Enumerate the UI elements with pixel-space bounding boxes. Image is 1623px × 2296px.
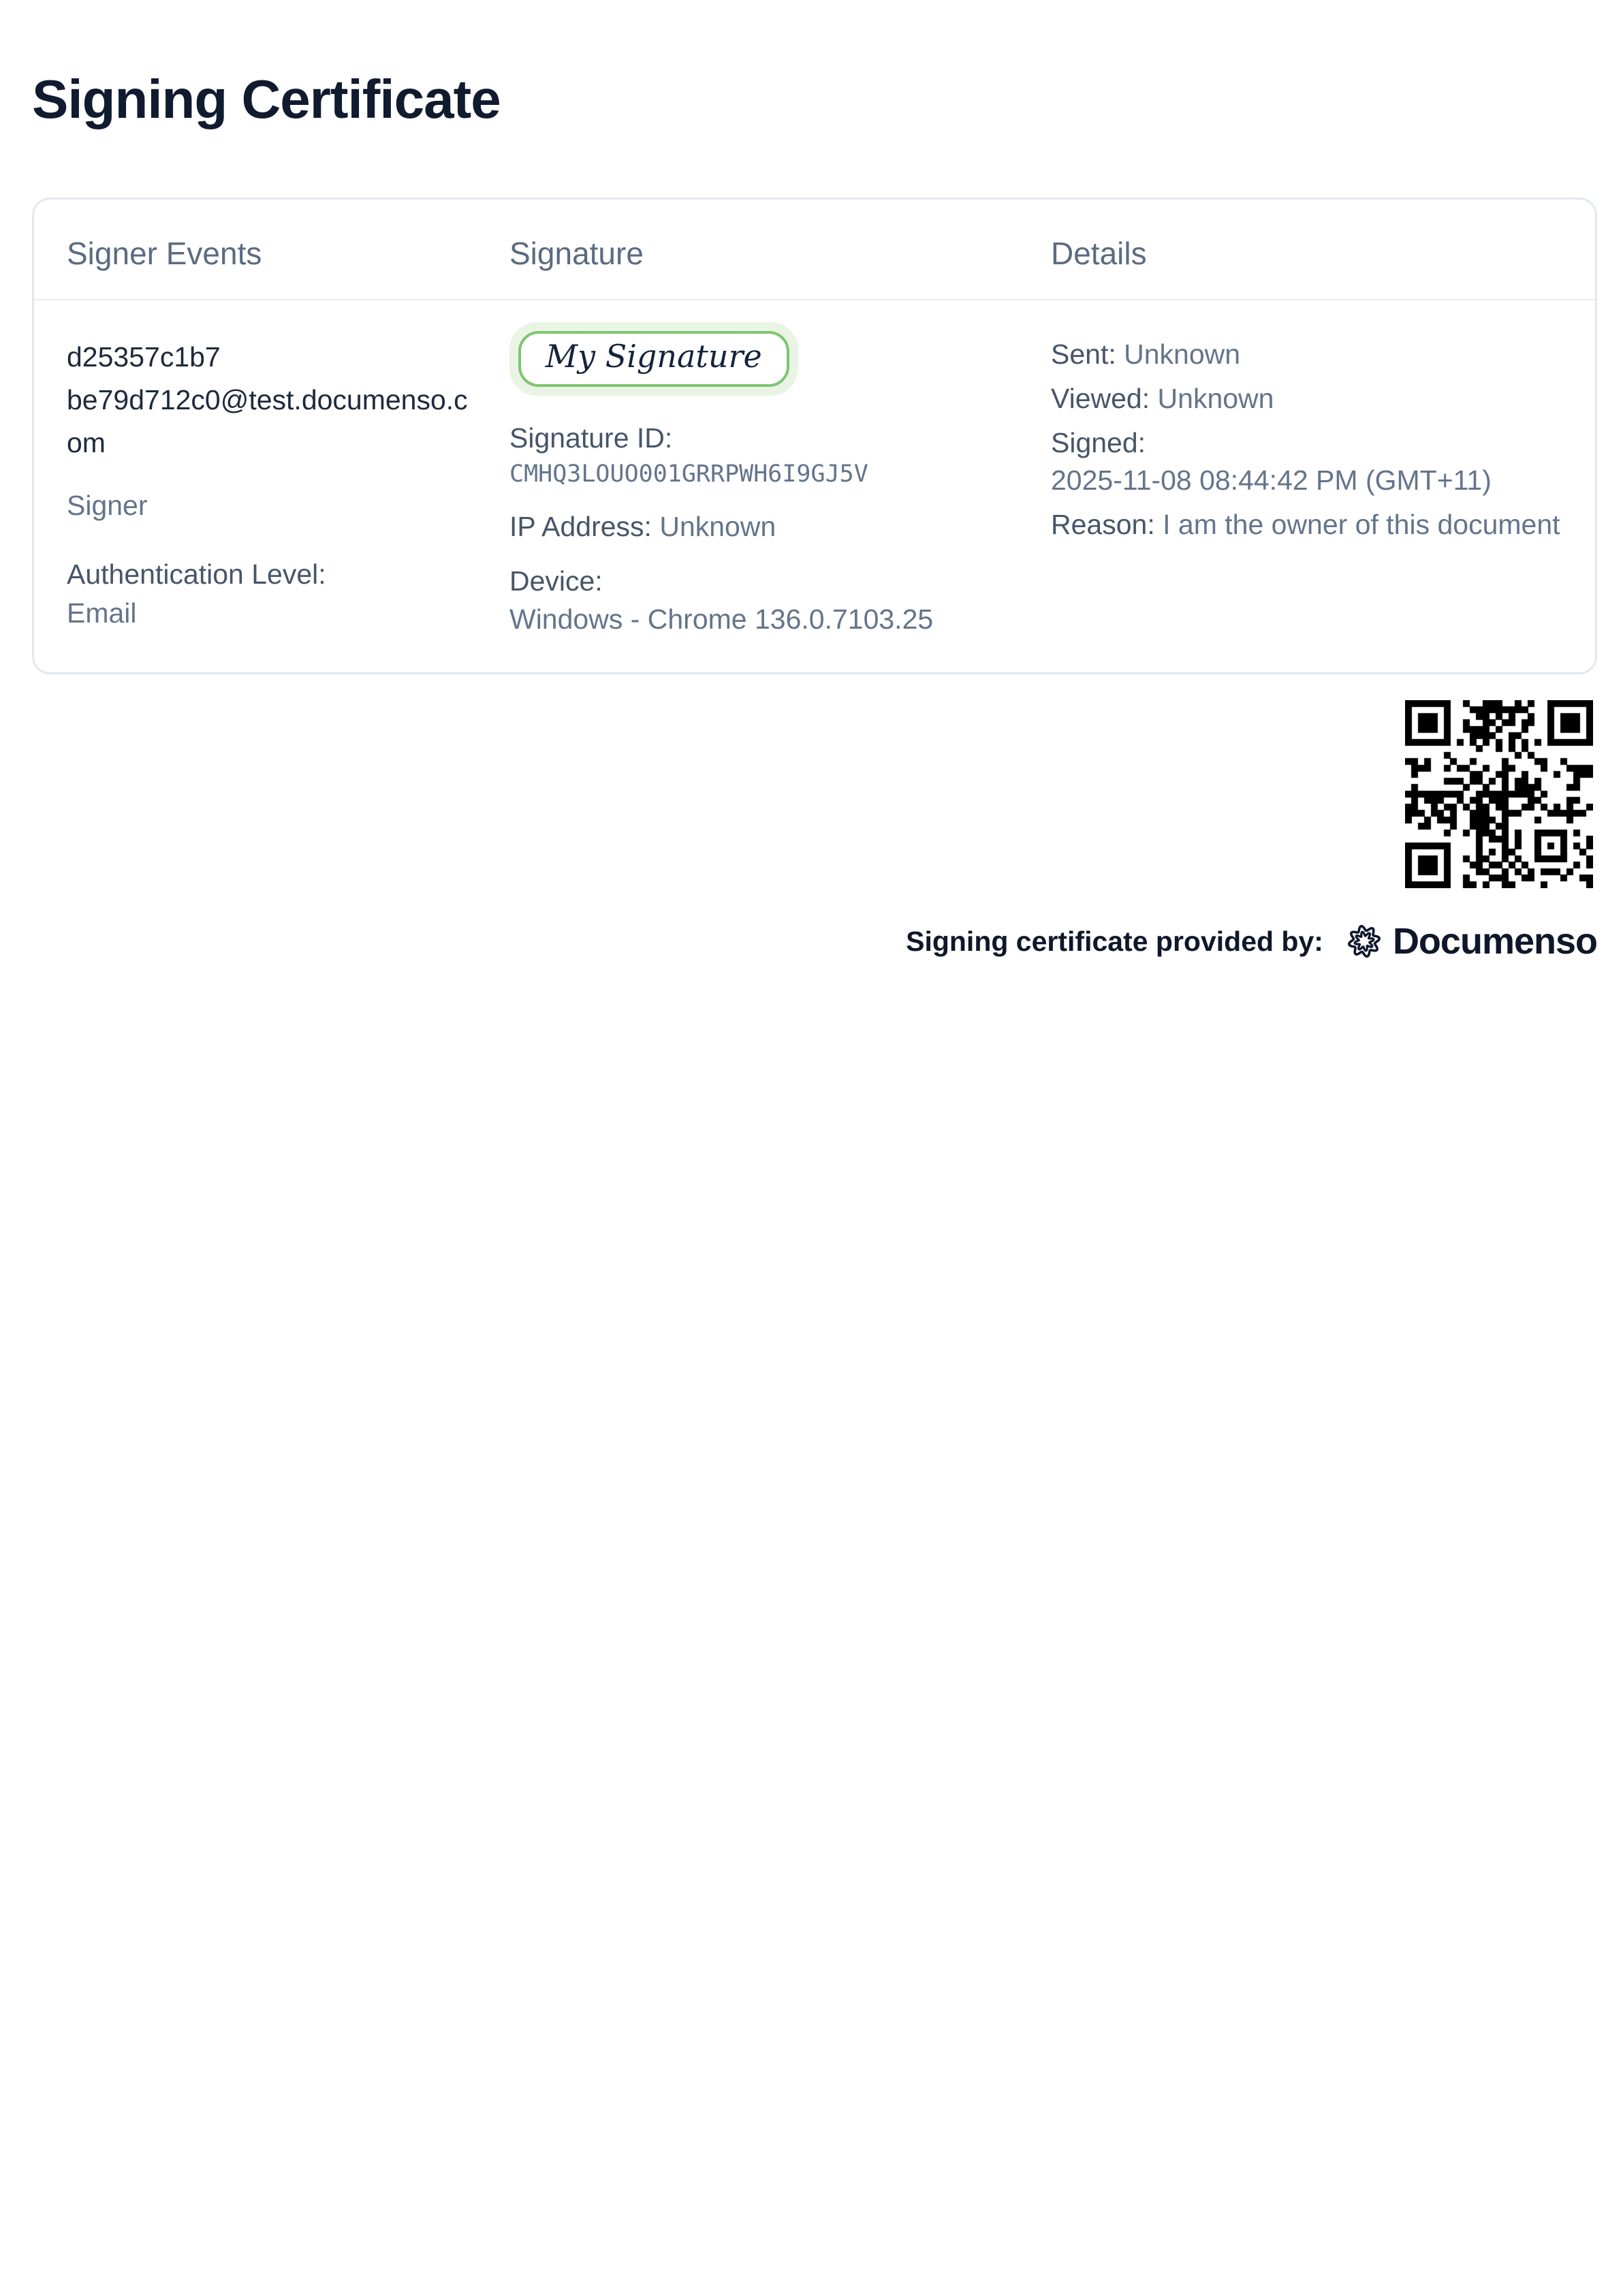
signer-events-cell [34, 300, 477, 672]
signed-value: 2025-11-08 08:44:42 PM (GMT+11) [1051, 465, 1492, 496]
reason-value: I am the owner of this document [1163, 509, 1560, 540]
signer-role: Signer [67, 490, 148, 521]
details-cell [1018, 300, 1595, 672]
ip-address-value: Unknown [659, 511, 776, 542]
signature-image [509, 322, 798, 396]
sent-value: Unknown [1124, 339, 1241, 370]
ip-address-label: IP Address: [509, 511, 652, 542]
device [509, 562, 1018, 638]
viewed-label: Viewed: [1051, 383, 1150, 414]
qr-code-canvas [1405, 700, 1593, 888]
brand-wordmark: Documenso [1392, 921, 1597, 962]
ip-address [509, 507, 1018, 546]
documenso-brand [1346, 920, 1597, 962]
authentication-level [67, 555, 477, 633]
documenso-logo [1346, 924, 1382, 959]
column-header-signer-events: Signer Events [67, 236, 262, 271]
sent-label: Sent: [1051, 339, 1116, 370]
authentication-level-label: Authentication Level: [67, 559, 326, 590]
certificate-card [32, 198, 1597, 674]
signature-id-label: Signature ID: [509, 422, 673, 454]
detail-signed [1051, 424, 1575, 499]
signer-email: be79d712c0@test.documenso.com [67, 384, 468, 458]
detail-viewed [1051, 380, 1575, 418]
signature-id [509, 419, 1018, 491]
qr-code [1405, 700, 1593, 888]
signature-id-value: CMHQ3LOUO001GRRPWH6I9GJ5V [509, 460, 868, 488]
signer-name: d25357c1b7 [67, 341, 221, 373]
certificate-table-header [34, 200, 1595, 300]
page-title: Signing Certificate [32, 69, 501, 129]
reason-label: Reason: [1051, 509, 1155, 540]
provided-by-label: Signing certificate provided by: [906, 925, 1323, 957]
footer [906, 921, 1597, 962]
column-header-details: Details [1051, 236, 1147, 271]
signature-handwriting-text: My Signature [546, 338, 762, 375]
device-label: Device: [509, 565, 603, 597]
authentication-level-value: Email [67, 597, 137, 629]
device-value: Windows - Chrome 136.0.7103.25 [509, 603, 934, 635]
detail-sent [1051, 336, 1575, 373]
table-row [34, 300, 1595, 672]
column-header-signature: Signature [509, 236, 644, 271]
viewed-value: Unknown [1157, 383, 1274, 414]
detail-reason [1051, 506, 1575, 544]
signed-label: Signed: [1051, 427, 1146, 458]
signature-cell [477, 300, 1018, 672]
